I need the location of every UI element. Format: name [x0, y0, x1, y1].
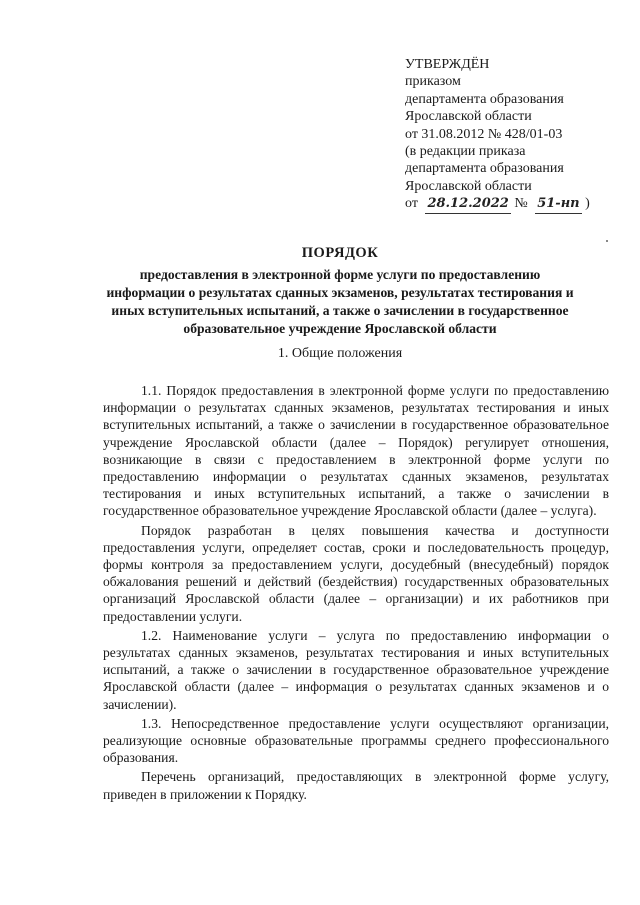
approval-line: (в редакции приказа — [405, 144, 526, 160]
paragraph: 1.2. Наименование услуги – услуга по предоставлению информации о результатах сданных экзаменов, результатах тестирования и иных вступительных испытаний, а также о зачислении в государственное образовательное учреждение Ярославской области (далее – информация о результатах сданных экзаменов и о зачислении). — [103, 627, 609, 712]
approval-line: Ярославской области — [405, 109, 532, 125]
approval-block — [405, 56, 630, 214]
approval-line: департамента образования — [405, 161, 564, 177]
paragraph: Перечень организаций, предоставляющих в электронной форме услугу, приведен в приложении к Порядку. — [103, 769, 609, 802]
paragraph: 1.3. Непосредственное предоставление услуги осуществляют организации, реализующие основные образовательные программы среднего профессионального образования. — [103, 715, 609, 766]
approval-line: Ярославской области — [405, 178, 532, 194]
approval-line: от 31.08.2012 № 428/01-03 — [405, 126, 563, 142]
handwritten-number: 51-нп — [535, 195, 581, 213]
section-heading: 1. Общие положения — [277, 346, 403, 361]
closing-parenthesis: ) — [585, 196, 590, 212]
scan-speck — [606, 240, 608, 242]
approval-date-line — [405, 195, 630, 213]
date-prefix: от — [405, 196, 418, 212]
document-title: ПОРЯДОК — [301, 245, 379, 261]
approval-line: приказом — [405, 74, 461, 90]
approval-heading: УТВЕРЖДЁН — [405, 57, 490, 72]
paragraph: Порядок разработан в целях повышения качества и доступности предоставления услуги, определяет состав, сроки и последовательность процедур, формы контроля за предоставлением услуги, досудебный (внесудебный) порядок обжалования решений и действий (бездействия) государственных образовательных организаций Ярославской области (далее – организации) и их работников при предоставлении услуги. — [103, 522, 609, 624]
number-prefix: № — [514, 196, 528, 212]
approval-line: департамента образования — [405, 91, 564, 107]
handwritten-date: 28.12.2022 — [425, 195, 510, 213]
document-subtitle: предоставления в электронной форме услуги по предоставлению информации о результатах сданных экзаменов, результатах тестирования и иных вступительных испытаний, а также о зачислении в государственное образовательное учреждение Ярославской области — [106, 267, 574, 336]
document-body — [103, 382, 609, 803]
paragraph: 1.1. Порядок предоставления в электронной форме услуги по предоставлению информации о результатах сданных экзаменов, результатах тестирования и иных вступительных испытаний, а также о зачислении в государственное образовательное учреждение Ярославской области (далее – Порядок) регулирует отношения, возникающие в связи с предоставлением в электронной форме услуги по предоставлению информации о результатах сданных экзаменов, результатах тестирования и иных вступительных испытаний, а также о зачислении в государственное образовательное учреждение Ярославской области (далее – услуга). — [103, 383, 609, 519]
